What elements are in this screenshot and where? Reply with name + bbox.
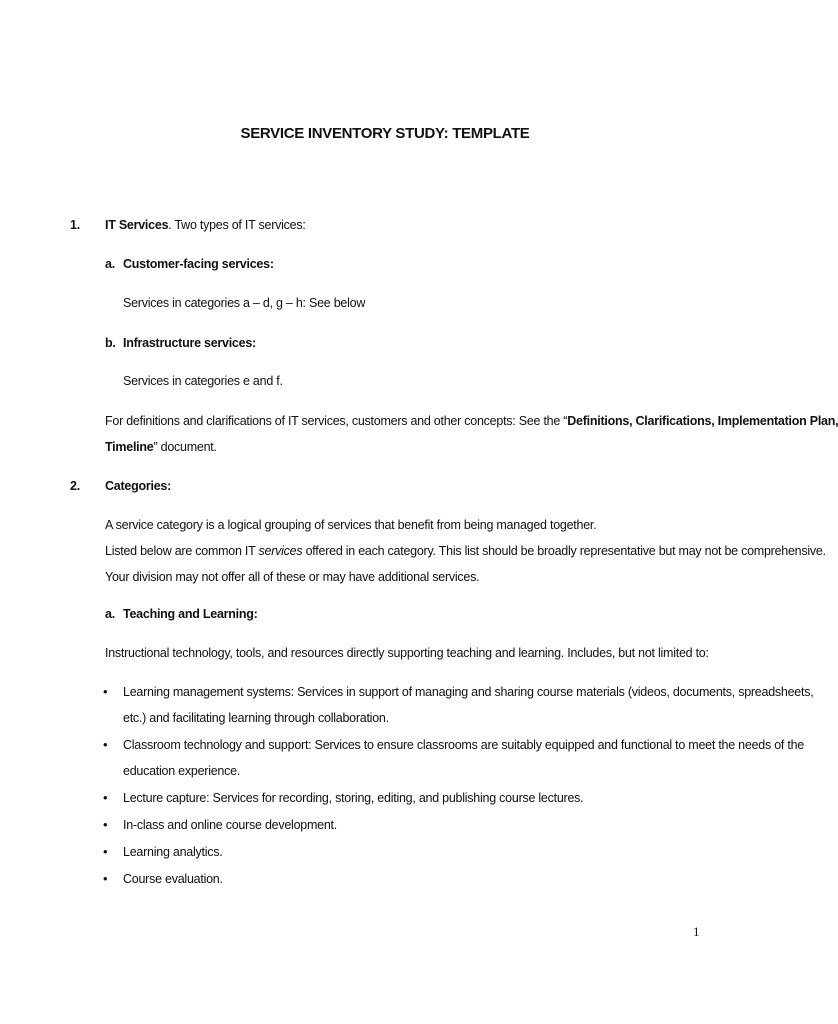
section-1b-label: b. <box>105 336 116 350</box>
section-2-line1: A service category is a logical grouping of services that benefit from being managed together. <box>105 518 597 532</box>
section-1-heading: IT Services <box>105 218 169 232</box>
bullet-icon: • <box>103 817 108 832</box>
bullet-3: Lecture capture: Services for recording, storing, editing, and publishing course lectures. <box>123 791 584 805</box>
section-2-heading: Categories: <box>105 479 172 493</box>
bullet-1-line2: etc.) and facilitating learning through collaboration. <box>123 711 389 725</box>
section-1b-body: Services in categories e and f. <box>123 374 283 388</box>
section-1-heading-line <box>105 217 306 233</box>
note-pre: For definitions and clarifications of IT services, customers and other concepts: See the “ <box>105 414 568 428</box>
line2-em: services <box>258 544 303 558</box>
section-2-line2 <box>105 543 826 559</box>
bullet-icon: • <box>103 684 108 699</box>
section-1a-heading: Customer-facing services: <box>123 257 274 271</box>
note-bold-1: Definitions, Clarifications, Implementation Plan, <box>567 414 838 428</box>
section-1-note-line2 <box>105 439 217 455</box>
note-bold-2: Timeline <box>105 440 154 454</box>
bullet-6: Course evaluation. <box>123 872 223 886</box>
section-2a-heading: Teaching and Learning: <box>123 607 258 621</box>
bullet-icon: • <box>103 871 108 886</box>
line2-pre: Listed below are common IT <box>105 544 259 558</box>
section-2-number: 2. <box>70 479 80 493</box>
section-1-number: 1. <box>70 218 80 232</box>
bullet-2-line2: education experience. <box>123 764 241 778</box>
section-1a-label: a. <box>105 257 115 271</box>
page-number: 1 <box>693 924 700 939</box>
note-post: ” document. <box>153 440 217 454</box>
bullet-4: In-class and online course development. <box>123 818 337 832</box>
section-1-note-line1 <box>105 413 838 429</box>
section-1a-body: Services in categories a – d, g – h: See below <box>123 296 366 310</box>
bullet-2-line1: Classroom technology and support: Services to ensure classrooms are suitably equipped and functional to meet the needs of the <box>123 738 804 752</box>
line2-post: offered in each category. This list should be broadly representative but may not be comprehensive. <box>302 544 826 558</box>
bullet-1-line1: Learning management systems: Services in support of managing and sharing course materials (videos, documents, spreadsheets, <box>123 685 814 699</box>
section-2a-intro: Instructional technology, tools, and resources directly supporting teaching and learning. Includes, but not limited to: <box>105 646 709 660</box>
section-2a-label: a. <box>105 607 115 621</box>
bullet-icon: • <box>103 737 108 752</box>
bullet-5: Learning analytics. <box>123 845 223 859</box>
bullet-icon: • <box>103 844 108 859</box>
page-title: SERVICE INVENTORY STUDY: TEMPLATE <box>240 125 530 142</box>
bullet-icon: • <box>103 790 108 805</box>
section-2-line3: Your division may not offer all of these or may have additional services. <box>105 570 480 584</box>
section-1-intro: . Two types of IT services: <box>168 218 306 232</box>
section-1b-heading: Infrastructure services: <box>123 336 256 350</box>
